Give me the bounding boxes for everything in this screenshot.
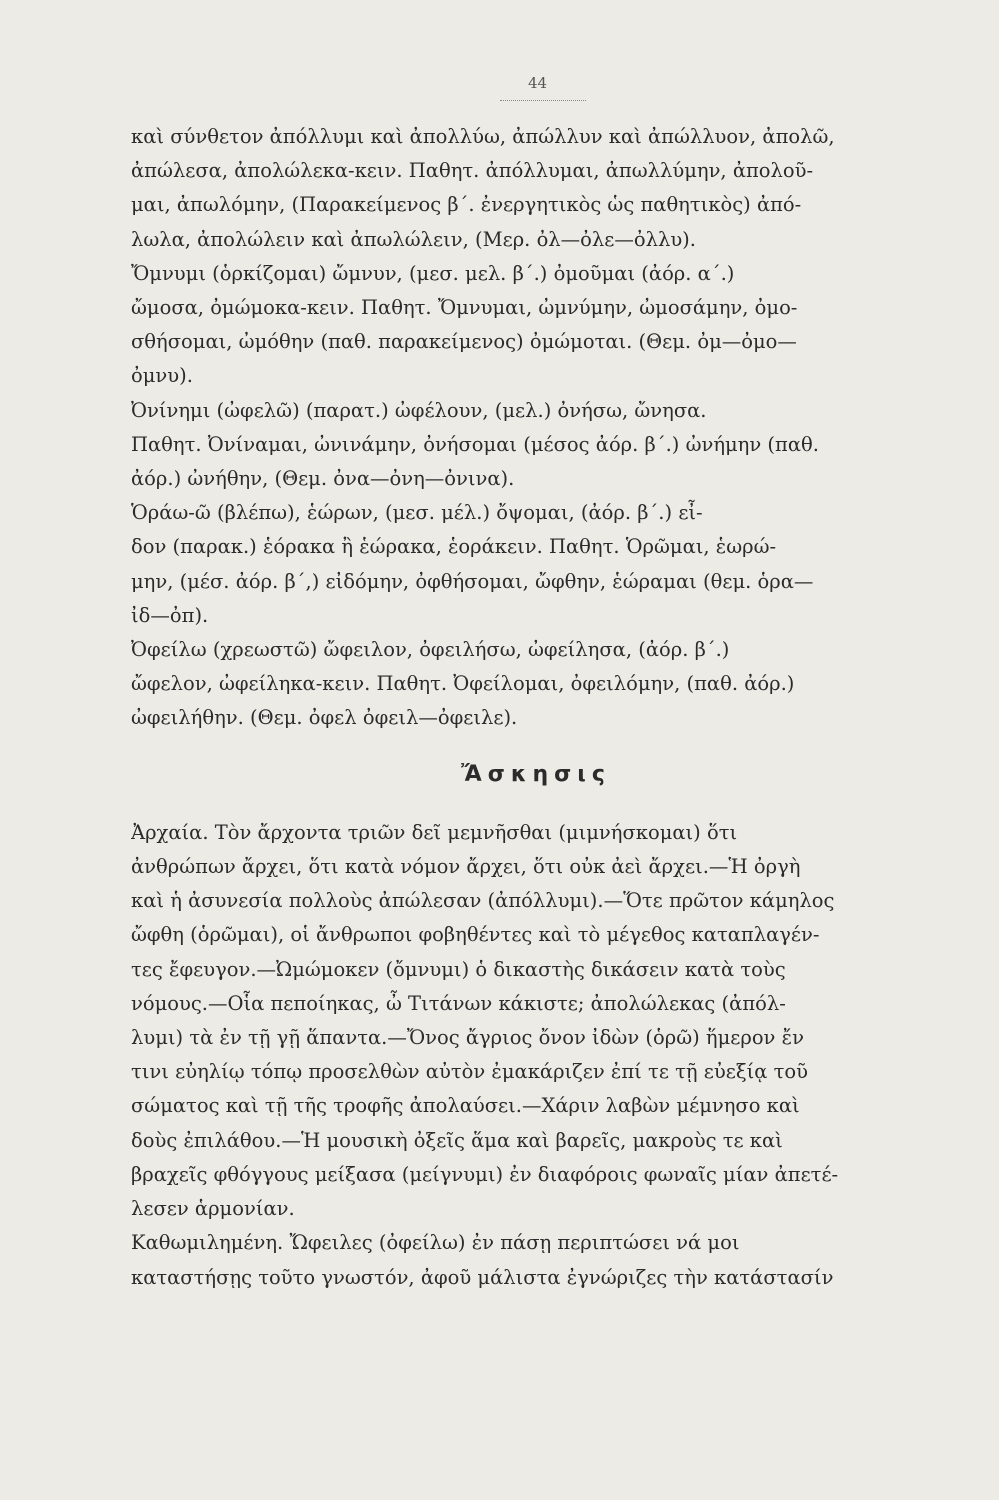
text-line: λωλα, ἀπολώλειν καὶ ἀπωλώλειν, (Μερ. ὀλ—ὀλε—ὀλλυ). xyxy=(131,227,696,251)
text-line: λεσεν ἁρμονίαν. xyxy=(131,1197,295,1221)
text-line: σώματος καὶ τῇ τῆς τροφῆς ἀπολαύσει.—Χάριν λαβὼν μέμνησο καὶ xyxy=(131,1094,800,1118)
page-number-rule xyxy=(500,100,586,101)
text-line: Καθωμιλημένη. Ὤφειλες (ὀφείλω) ἐν πάσῃ περιπτώσει νά μοι xyxy=(131,1231,740,1255)
text-line: τες ἔφευγον.—Ὠμώμοκεν (ὄμνυμι) ὁ δικαστὴς δικάσειν κατὰ τοὺς xyxy=(131,957,786,981)
text-line: Ὀνίνημι (ὠφελῶ) (παρατ.) ὠφέλουν, (μελ.) ὀνήσω, ὤνησα. xyxy=(131,398,707,422)
text-line: καὶ ἡ ἀσυνεσία πολλοὺς ἀπώλεσαν (ἀπόλλυμι).—Ὅτε πρῶτον κάμηλος xyxy=(131,889,835,913)
text-line: δον (παρακ.) ἑόρακα ἢ ἑώρακα, ἑοράκειν. Παθητ. Ὁρῶμαι, ἑωρώ- xyxy=(131,535,777,559)
text-line: βραχεῖς φθόγγους μείξασα (μείγνυμι) ἐν διαφόροις φωναῖς μίαν ἀπετέ- xyxy=(131,1162,839,1186)
text-line: μαι, ἀπωλόμην, (Παρακείμενος β΄. ἐνεργητικὸς ὡς παθητικὸς) ἀπό- xyxy=(131,193,802,217)
text-line: ὀμνυ). xyxy=(131,364,193,388)
text-line: ἰδ—ὀπ). xyxy=(131,603,209,627)
text-line: τινι εὐηλίῳ τόπῳ προσελθὼν αὐτὸν ἐμακάριζεν ἐπί τε τῇ εὐεξίᾳ τοῦ xyxy=(131,1060,808,1084)
text-line: Ὁράω-ῶ (βλέπω), ἑώρων, (μεσ. μέλ.) ὄψομαι, (ἀόρ. β΄.) εἶ- xyxy=(131,501,703,525)
text-line: ὤμοσα, ὀμώμοκα-κειν. Παθητ. Ὄμνυμαι, ὠμνύμην, ὠμοσάμην, ὀμο- xyxy=(131,296,798,320)
text-line: μην, (μέσ. ἀόρ. β΄,) εἰδόμην, ὀφθήσομαι, ὤφθην, ἑώραμαι (θεμ. ὁρα— xyxy=(131,569,814,593)
text-line: ἀνθρώπων ἄρχει, ὅτι κατὰ νόμον ἄρχει, ὅτι οὐκ ἀεὶ ἄρχει.—Ἡ ὀργὴ xyxy=(131,855,801,879)
section-heading: Ἄσκησις xyxy=(461,761,611,787)
text-line: ὤφθη (ὁρῶμαι), οἱ ἄνθρωποι φοβηθέντες καὶ τὸ μέγεθος καταπλαγέν- xyxy=(131,923,820,947)
text-line: ἀόρ.) ὠνήθην, (Θεμ. ὀνα—ὀνη—ὀνινα). xyxy=(131,467,515,491)
text-line: Παθητ. Ὀνίναμαι, ὠνινάμην, ὀνήσομαι (μέσος ἀόρ. β΄.) ὠνήμην (παθ. xyxy=(131,432,819,456)
page-body xyxy=(131,120,941,1295)
text-line: δοὺς ἐπιλάθου.—Ἡ μουσικὴ ὀξεῖς ἅμα καὶ βαρεῖς, μακροὺς τε καὶ xyxy=(131,1128,783,1152)
text-line: Ὄμνυμι (ὁρκίζομαι) ὤμνυν, (μεσ. μελ. β΄.) ὀμοῦμαι (ἀόρ. α΄.) xyxy=(131,261,735,285)
page-number: 44 xyxy=(528,74,548,92)
text-line: ὠφειλήθην. (Θεμ. ὀφελ ὀφειλ—ὀφειλε). xyxy=(131,706,518,730)
text-line: καὶ σύνθετον ἀπόλλυμι καὶ ἀπολλύω, ἀπώλλυν καὶ ἀπώλλυον, ἀπολῶ, xyxy=(131,125,835,148)
text-line: σθήσομαι, ὠμόθην (παθ. παρακείμενος) ὀμώμοται. (Θεμ. ὀμ—ὀμο— xyxy=(131,330,797,354)
text-line: νόμους.—Οἷα πεποίηκας, ὦ Τιτάνων κάκιστε; ἀπολώλεκας (ἀπόλ- xyxy=(131,991,786,1015)
text-line: λυμι) τὰ ἐν τῇ γῇ ἅπαντα.—Ὄνος ἄγριος ὄνον ἰδὼν (ὁρῶ) ἥμερον ἔν xyxy=(131,1026,804,1050)
text-line: ἀπώλεσα, ἀπολώλεκα-κειν. Παθητ. ἀπόλλυμαι, ἀπωλλύμην, ἀπολοῦ- xyxy=(131,159,814,183)
text-line: ὤφελον, ὠφείληκα-κειν. Παθητ. Ὀφείλομαι, ὀφειλόμην, (παθ. ἀόρ.) xyxy=(131,672,795,696)
text-line: Ὀφείλω (χρεωστῶ) ὤφειλον, ὀφειλήσω, ὠφείλησα, (ἀόρ. β΄.) xyxy=(131,638,730,662)
text-line: καταστήσῃς τοῦτο γνωστόν, ἀφοῦ μάλιστα ἐγνώριζες τὴν κατάστασίν xyxy=(131,1265,834,1289)
text-line: Ἀρχαία. Τὸν ἄρχοντα τριῶν δεῖ μεμνῆσθαι (μιμνήσκομαι) ὅτι xyxy=(131,820,738,844)
